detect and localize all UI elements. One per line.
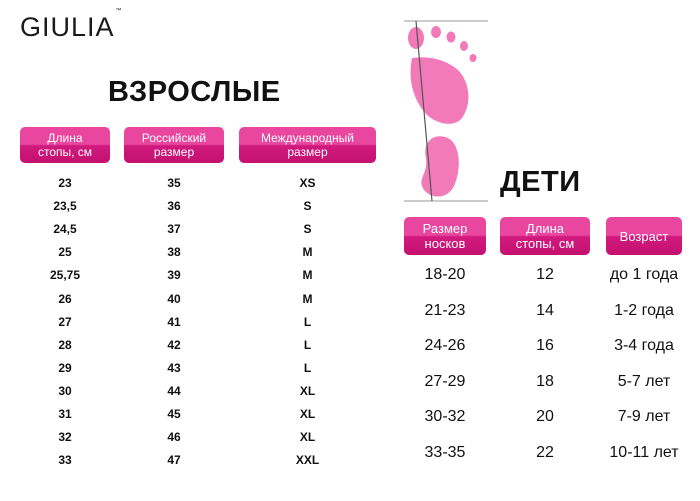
adults-table-cell: 36 <box>167 199 181 214</box>
kids-table-cell: 20 <box>536 408 554 425</box>
kids-table-cell: 14 <box>536 301 554 319</box>
adults-table-cell: 38 <box>167 245 181 260</box>
adults-table-cell: 39 <box>167 268 181 283</box>
adults-table-cell: L <box>303 360 312 375</box>
adults-table-cell: 44 <box>167 383 181 398</box>
adults-table-cell: XL <box>299 407 316 421</box>
adults-table-cell: 26 <box>58 291 72 306</box>
trademark-sign: ™ <box>115 8 123 14</box>
adults-table-cell: 23,5 <box>53 199 77 214</box>
kids-header-sock-size: Размер носков <box>404 217 486 255</box>
kids-foot-length-column <box>500 0 590 501</box>
adults-table-cell: 25 <box>58 245 72 260</box>
adults-table-cell: XL <box>299 383 316 398</box>
adults-table-cell: 24,5 <box>53 222 77 237</box>
kids-header-foot-length: Длина стопы, см <box>500 217 590 255</box>
adults-table-cell: L <box>303 337 312 352</box>
adults-table-cell: 42 <box>167 337 181 352</box>
kids-table-cell: 22 <box>536 443 554 461</box>
kids-table-cell: 7-9 лет <box>617 408 671 425</box>
adults-table-cell: XS <box>299 176 316 190</box>
kids-table-cell: 12 <box>536 266 554 283</box>
adults-title: ВЗРОСЛЫЕ <box>108 76 281 108</box>
brand-name: GIULIA <box>20 12 115 42</box>
adults-header-russian-size: Российский размер <box>124 127 224 163</box>
kids-table-cell: 3-4 года <box>614 337 674 354</box>
adults-table-cell: 35 <box>167 176 181 190</box>
kids-sock-size-column <box>404 0 486 501</box>
adults-table-cell: 45 <box>167 407 181 421</box>
kids-table-cell: 10-11 лет <box>609 443 679 461</box>
kids-table-cell: 18-20 <box>424 266 466 283</box>
adults-table-cell: 23 <box>58 176 72 190</box>
adults-table-cell: 33 <box>58 453 72 468</box>
kids-table-cell: до 1 года <box>609 266 679 283</box>
adults-table-cell: L <box>303 314 312 329</box>
adults-table-cell: 32 <box>58 430 72 445</box>
kids-age-column <box>600 0 688 501</box>
adults-table-cell: 46 <box>167 430 181 445</box>
kids-table-cell: 24-26 <box>424 337 466 354</box>
adults-table-cell: XL <box>299 430 316 445</box>
adults-table-cell: S <box>303 199 312 214</box>
kids-table-cell: 21-23 <box>424 301 466 319</box>
kids-table-cell: 33-35 <box>424 443 466 461</box>
kids-table-cell: 18 <box>536 372 554 390</box>
adults-international-size-column <box>239 0 376 501</box>
adults-table-cell: 25,75 <box>49 268 81 283</box>
kids-table-cell: 16 <box>536 337 554 354</box>
kids-header-age: Возраст <box>606 217 682 255</box>
kids-title: ДЕТИ <box>500 166 581 198</box>
adults-table-cell: M <box>302 291 313 306</box>
kids-table-cell: 5-7 лет <box>617 372 671 390</box>
adults-table-cell: 29 <box>58 360 72 375</box>
adults-header-international-size: Международный размер <box>239 127 376 163</box>
kids-table-cell: 1-2 года <box>614 301 674 319</box>
kids-table-cell: 30-32 <box>424 408 466 425</box>
adults-table-cell: M <box>302 268 313 283</box>
adults-foot-length-column <box>20 0 110 501</box>
adults-table-cell: M <box>302 245 313 260</box>
adults-russian-size-column <box>124 0 224 501</box>
adults-table-cell: S <box>303 222 312 237</box>
adults-table-cell: 40 <box>167 291 181 306</box>
adults-table-cell: 30 <box>58 383 72 398</box>
adults-table-cell: 37 <box>167 222 181 237</box>
adults-header-foot-length: Длина стопы, см <box>20 127 110 163</box>
adults-table-cell: 28 <box>58 337 72 352</box>
adults-table-cell: 43 <box>167 360 181 375</box>
kids-table-cell: 27-29 <box>424 372 466 390</box>
adults-table-cell: 41 <box>167 314 181 329</box>
adults-table-cell: 47 <box>167 453 181 468</box>
adults-table-cell: 27 <box>58 314 72 329</box>
adults-table-cell: XXL <box>295 453 320 468</box>
adults-table-cell: 31 <box>58 407 72 421</box>
